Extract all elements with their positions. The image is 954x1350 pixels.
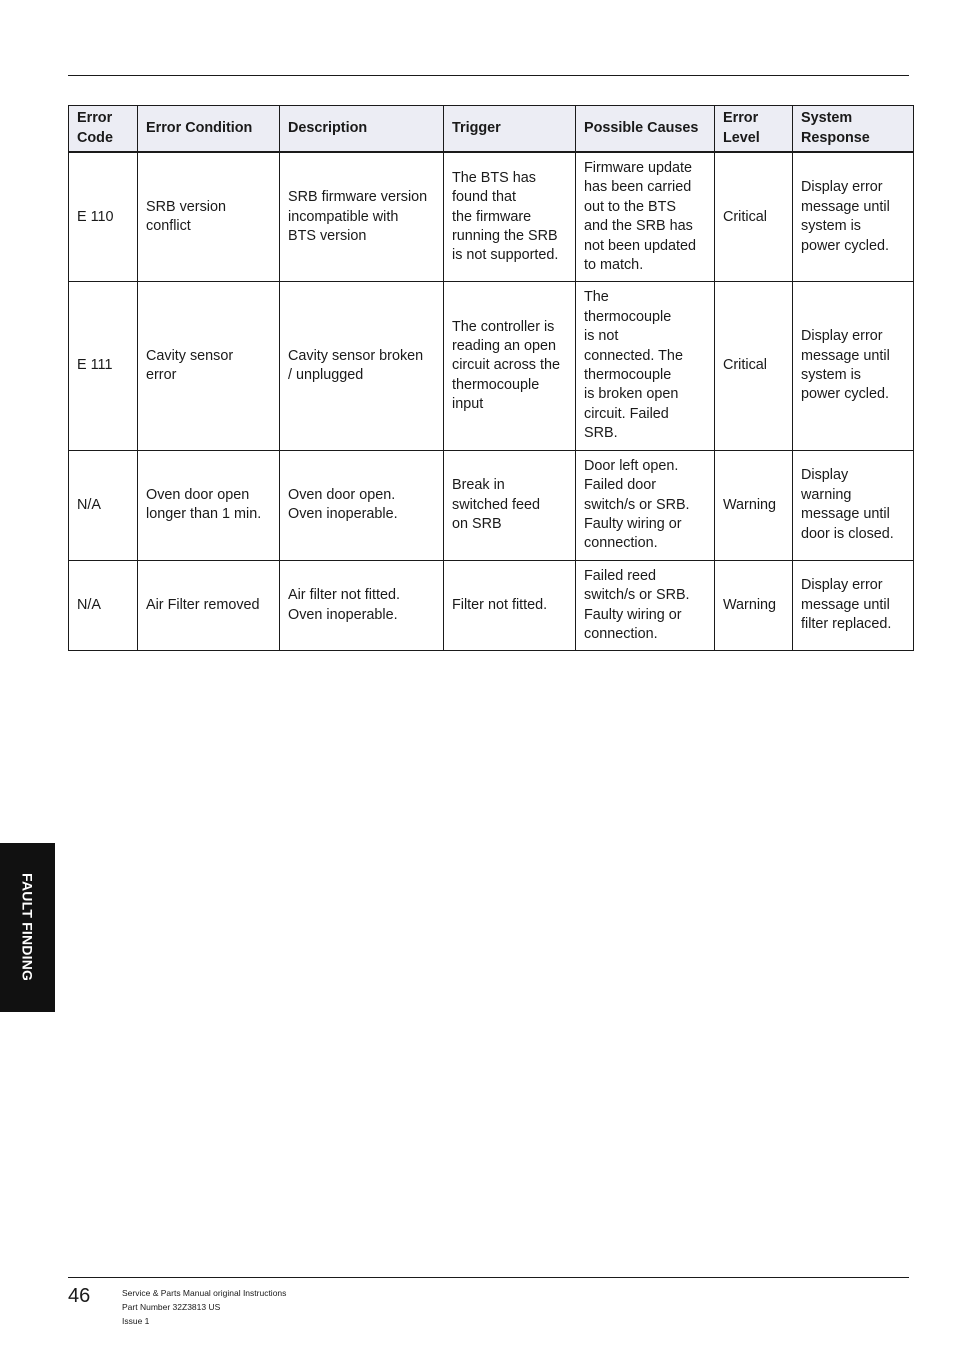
cell-possible-causes: Door left open. Failed door switch/s or SRB. Faulty wiring or connection. [576,450,715,560]
header-system-response: System Response [793,106,914,153]
cell-error-level: Critical [715,282,793,450]
cell-error-level: Critical [715,152,793,282]
header-error-code: Error Code [69,106,138,153]
footer-info [122,1286,286,1328]
cell-trigger: Filter not fitted. [444,560,576,651]
page-number: 46 [68,1285,91,1307]
header-error-level: Error Level [715,106,793,153]
cell-possible-causes: Firmware update has been carried out to the BTS and the SRB has not been updated to match. [576,152,715,282]
table-row [69,282,914,450]
cell-error-code: E 110 [69,152,138,282]
cell-trigger: The controller is reading an open circuit across the thermocouple input [444,282,576,450]
header-trigger: Trigger [444,106,576,153]
header-description: Description [280,106,444,153]
footer-issue: Issue 1 [122,1316,150,1326]
cell-system-response: Display error message until system is power cycled. [793,152,914,282]
table-row [69,152,914,282]
cell-system-response: Display error message until system is power cycled. [793,282,914,450]
error-code-table [68,105,914,651]
cell-error-code: N/A [69,450,138,560]
cell-error-condition: Air Filter removed [138,560,280,651]
cell-error-condition: Oven door open longer than 1 min. [138,450,280,560]
cell-error-code: E 111 [69,282,138,450]
cell-error-level: Warning [715,560,793,651]
footer-part-number: Part Number 32Z3813 US [122,1302,221,1312]
table-header-row [69,106,914,153]
cell-system-response: Display error message until filter replaced. [793,560,914,651]
table-row [69,450,914,560]
cell-description: SRB firmware version incompatible with BTS version [280,152,444,282]
cell-error-condition: SRB version conflict [138,152,280,282]
cell-possible-causes: Failed reed switch/s or SRB. Faulty wiring or connection. [576,560,715,651]
footer-manual-title: Service & Parts Manual original Instructions [122,1288,287,1298]
header-rule [68,75,909,76]
cell-error-code: N/A [69,560,138,651]
cell-system-response: Display warning message until door is closed. [793,450,914,560]
cell-possible-causes: The thermocouple is not connected. The thermocouple is broken open circuit. Failed SRB. [576,282,715,450]
cell-description: Air filter not fitted. Oven inoperable. [280,560,444,651]
cell-trigger: Break in switched feed on SRB [444,450,576,560]
cell-error-condition: Cavity sensor error [138,282,280,450]
table-row [69,560,914,651]
header-possible-causes: Possible Causes [576,106,715,153]
footer-rule [68,1277,909,1278]
cell-trigger: The BTS has found that the firmware running the SRB is not supported. [444,152,576,282]
cell-description: Oven door open. Oven inoperable. [280,450,444,560]
section-tab [0,843,55,1012]
cell-error-level: Warning [715,450,793,560]
section-tab-label: FAULT FINDING [19,873,36,982]
cell-description: Cavity sensor broken / unplugged [280,282,444,450]
header-error-condition: Error Condition [138,106,280,153]
